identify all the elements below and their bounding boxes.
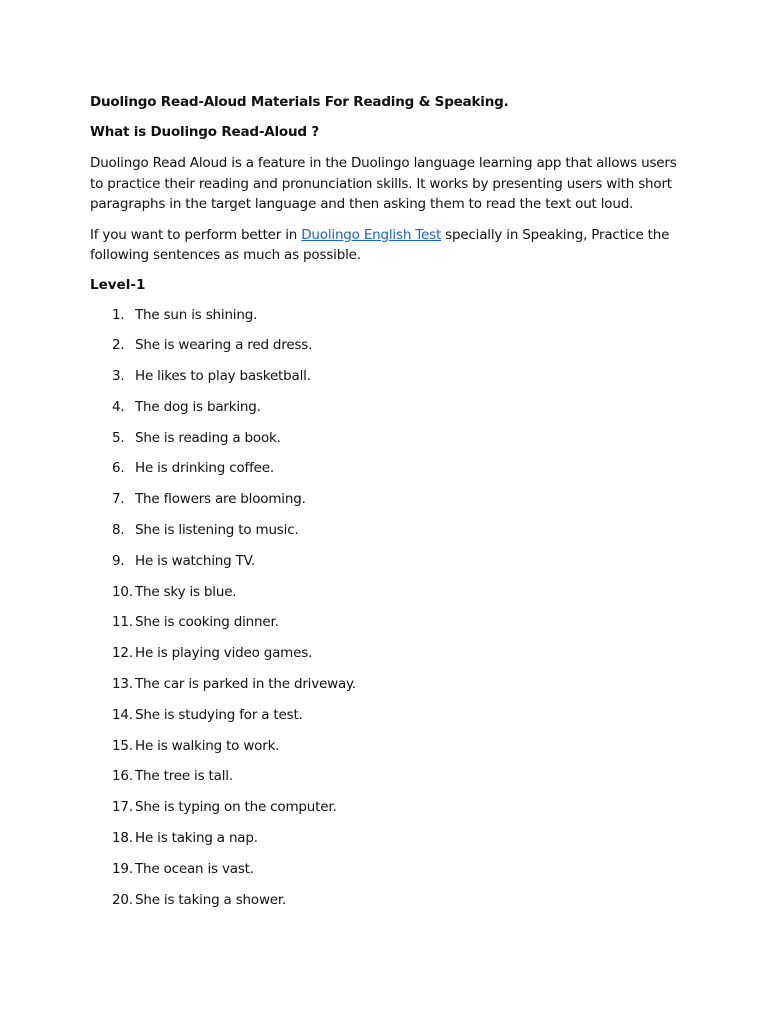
list-item-number: 3.: [112, 368, 125, 385]
list-item-text: He is playing video games.: [135, 645, 313, 662]
list-item-number: 17.: [112, 799, 133, 816]
list-item: [90, 860, 690, 891]
section-heading: What is Duolingo Read-Aloud ?: [90, 124, 320, 140]
list-item: [90, 767, 690, 798]
list-item-number: 1.: [112, 306, 125, 323]
list-item-text: She is typing on the computer.: [135, 799, 337, 816]
list-item-text: The ocean is vast.: [135, 860, 254, 877]
list-item: [90, 644, 690, 675]
list-item-text: She is reading a book.: [135, 429, 281, 446]
list-item: [90, 521, 690, 552]
list-item: [90, 798, 690, 829]
list-item: [90, 891, 690, 922]
list-item: [90, 336, 690, 367]
list-item-number: 10.: [112, 583, 133, 600]
list-item: [90, 367, 690, 398]
list-item: [90, 552, 690, 583]
list-item: [90, 398, 690, 429]
list-item-text: The tree is tall.: [135, 768, 233, 785]
list-item-text: He is walking to work.: [135, 737, 280, 754]
list-item-text: He likes to play basketball.: [135, 368, 311, 385]
list-item-number: 16.: [112, 768, 133, 785]
advice-text-after: specially in Speaking, Practice the following sentences as much as possible.: [90, 226, 670, 263]
list-item-number: 19.: [112, 860, 133, 877]
list-item: [90, 737, 690, 768]
list-item-number: 6.: [112, 460, 125, 477]
list-item-number: 8.: [112, 522, 125, 539]
list-item-number: 15.: [112, 737, 133, 754]
list-item-number: 2.: [112, 337, 125, 354]
list-item: [90, 306, 690, 337]
list-item-text: She is cooking dinner.: [135, 614, 279, 631]
list-item-number: 4.: [112, 398, 125, 415]
list-item-text: The sun is shining.: [135, 306, 258, 323]
list-item: [90, 459, 690, 490]
list-item-text: The sky is blue.: [135, 583, 237, 600]
list-item-text: The flowers are blooming.: [135, 491, 306, 508]
list-item-number: 14.: [112, 706, 133, 723]
document-page: [90, 93, 690, 921]
intro-paragraph: Duolingo Read Aloud is a feature in the Duolingo language learning app that allows users to practice their reading and pronunciation skills. It works by presenting users with short paragraphs in the target language and then asking them to read the text out loud.: [90, 155, 677, 212]
list-item: [90, 613, 690, 644]
list-item-number: 9.: [112, 552, 125, 569]
document-title: Duolingo Read-Aloud Materials For Reading & Speaking.: [90, 94, 509, 110]
list-item-text: He is drinking coffee.: [135, 460, 274, 477]
list-item: [90, 490, 690, 521]
list-item-text: The dog is barking.: [135, 398, 261, 415]
list-item-number: 13.: [112, 676, 133, 693]
list-item: [90, 706, 690, 737]
level-heading: Level-1: [90, 276, 146, 293]
sentence-list: [90, 306, 690, 922]
list-item: [90, 429, 690, 460]
list-item-text: She is wearing a red dress.: [135, 337, 313, 354]
list-item-number: 5.: [112, 429, 125, 446]
list-item-text: He is taking a nap.: [135, 830, 258, 847]
list-item-number: 20.: [112, 891, 133, 908]
list-item-text: She is studying for a test.: [135, 706, 303, 723]
list-item-number: 12.: [112, 645, 133, 662]
list-item-text: She is listening to music.: [135, 522, 299, 539]
list-item-number: 18.: [112, 830, 133, 847]
list-item-number: 7.: [112, 491, 125, 508]
list-item-text: The car is parked in the driveway.: [135, 676, 356, 693]
duolingo-english-test-link[interactable]: Duolingo English Test: [301, 226, 442, 243]
advice-text-before: If you want to perform better in: [90, 226, 302, 243]
list-item-number: 11.: [112, 614, 133, 631]
list-item: [90, 829, 690, 860]
advice-paragraph: [90, 225, 690, 266]
list-item-text: He is watching TV.: [135, 552, 256, 569]
list-item-text: She is taking a shower.: [135, 891, 287, 908]
list-item: [90, 675, 690, 706]
list-item: [90, 583, 690, 614]
